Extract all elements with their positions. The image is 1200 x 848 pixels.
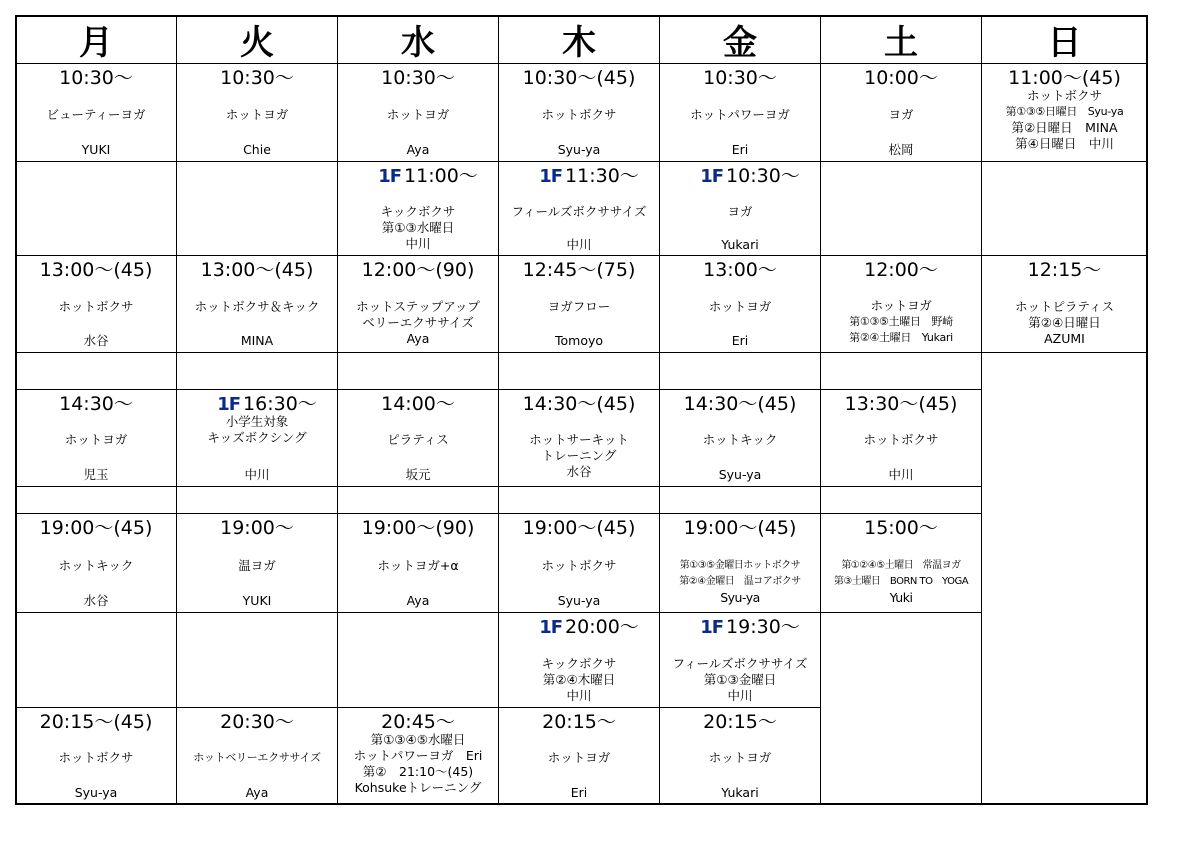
class-slot: [337, 707, 499, 805]
class-time: 20:45〜: [381, 711, 455, 733]
class-target: 小学生対象: [225, 414, 289, 429]
empty-slot: [15, 352, 177, 390]
class-slot: [176, 707, 338, 805]
class-name: キックボクサ: [541, 656, 617, 671]
instructor-name: Syu-ya: [718, 467, 762, 482]
class-name: フィールズボクササイズ: [511, 204, 647, 219]
class-info: [821, 432, 981, 448]
class-name: キッズボクシング: [207, 430, 307, 445]
class-time: 15:00〜: [864, 517, 938, 539]
day-label: 火: [240, 23, 274, 63]
instructor-name: Eri: [731, 142, 749, 157]
class-info: [660, 432, 820, 448]
instructor-name: 中川: [566, 237, 592, 252]
class-name: ホットパワーヨガ Eri: [353, 748, 483, 763]
empty-slot: [15, 161, 177, 256]
class-slot: [981, 63, 1148, 162]
floor-1f-badge: 1F: [539, 617, 563, 638]
class-time: 20:15〜(45): [39, 711, 153, 733]
class-name: ホットヨガ: [64, 432, 128, 447]
class-slot: [15, 389, 177, 487]
empty-slot: [820, 161, 982, 256]
empty-slot: [176, 486, 338, 514]
class-time: [338, 165, 498, 188]
day-label: 日: [1047, 23, 1082, 63]
class-slot: [659, 255, 821, 353]
class-time: 20:15〜: [542, 711, 616, 733]
instructor-name: YUKI: [81, 142, 111, 157]
class-name-line2: トレーニング: [541, 448, 617, 463]
empty-slot: [15, 612, 177, 708]
instructor-name: Tomoyo: [554, 333, 604, 348]
class-time: 14:30〜: [59, 393, 133, 415]
class-time-text: 16:30〜: [243, 393, 317, 415]
class-slot: [498, 63, 660, 162]
instructor-name: Yukari: [721, 785, 759, 800]
class-info: [338, 558, 498, 574]
empty-slot: [981, 161, 1148, 256]
class-name: ホットヨガ: [708, 750, 772, 765]
class-schedule-note: 第②④日曜日: [1028, 315, 1101, 330]
instructor-name: 水谷: [83, 593, 109, 608]
instructor-name: Syu-ya: [557, 593, 601, 608]
class-info: [177, 750, 337, 766]
class-info: [499, 299, 659, 315]
empty-slot: [820, 612, 982, 805]
class-name-2: Kohsukeトレーニング: [354, 780, 482, 795]
class-info: [821, 558, 981, 606]
class-schedule-note-3: 第④日曜日 中川: [1015, 136, 1114, 151]
class-info: [982, 299, 1147, 347]
instructor-name: Aya: [406, 593, 430, 608]
class-slot: [820, 513, 982, 613]
instructor-name: Yuki: [889, 590, 913, 605]
class-info: [660, 107, 820, 123]
class-slot: [981, 255, 1148, 353]
day-header-fri: [659, 15, 821, 64]
class-time-text: 19:30〜: [726, 616, 800, 638]
class-time: 12:45〜(75): [522, 259, 636, 281]
class-time-text: 20:00〜: [565, 616, 639, 638]
class-name: ホットヨガ+α: [377, 558, 459, 573]
floor-1f-badge: 1F: [700, 617, 724, 638]
class-name: ホットボクサ: [58, 299, 134, 314]
class-slot: [498, 161, 660, 256]
class-time: 13:00〜(45): [39, 259, 153, 281]
class-name: フィールズボクササイズ: [672, 656, 808, 671]
class-name: ホットヨガ: [870, 298, 932, 313]
class-schedule-note-2: 第③土曜日 BORN TO YOGA: [833, 576, 969, 587]
class-time: 14:30〜(45): [683, 393, 797, 415]
instructor-name: 中川: [727, 688, 753, 703]
day-label: 土: [884, 23, 918, 63]
class-info: [982, 88, 1147, 152]
day-label: 木: [562, 23, 596, 63]
instructor-name: YUKI: [242, 593, 272, 608]
class-time: 12:00〜: [864, 259, 938, 281]
class-info: [499, 107, 659, 123]
instructor-name: 水谷: [566, 464, 592, 479]
weekly-schedule-grid: [15, 15, 1148, 805]
class-time: [499, 616, 659, 639]
class-info: [821, 107, 981, 123]
day-header-sun: [981, 15, 1148, 64]
class-info: [660, 558, 820, 606]
class-name: ホットボクサ: [863, 432, 939, 447]
instructor-name: Aya: [406, 142, 430, 157]
empty-slot: [337, 486, 499, 514]
class-slot: [498, 255, 660, 353]
class-time: 10:30〜: [59, 67, 133, 89]
class-schedule-note-2: 第② 21:10〜(45): [362, 764, 474, 779]
day-label: 金: [723, 23, 757, 63]
class-name: ヨガ: [888, 107, 914, 122]
instructor-name: Chie: [243, 142, 271, 157]
instructor-name: 中川: [888, 467, 914, 482]
class-info: [16, 750, 176, 766]
class-slot: [820, 63, 982, 162]
class-name-line2: ベリーエクササイズ: [362, 315, 474, 330]
empty-slot: [337, 612, 499, 708]
class-slot: [15, 255, 177, 353]
class-name: ホットヨガ: [547, 750, 611, 765]
instructor-name: Yukari: [721, 237, 759, 252]
class-time: 11:00〜(45): [1008, 67, 1121, 89]
instructor-name: 坂元: [405, 467, 431, 482]
class-slot: [498, 389, 660, 487]
class-slot: [659, 612, 821, 708]
class-slot: [820, 255, 982, 353]
class-schedule-note: 第①③⑤金曜日ホットボクサ: [679, 560, 801, 571]
class-info: [338, 204, 498, 252]
class-info: [16, 107, 176, 123]
instructor-name: 水谷: [83, 333, 109, 348]
class-time: 19:00〜(45): [522, 517, 636, 539]
class-info: [499, 204, 659, 220]
class-slot: [176, 513, 338, 613]
class-name: ピラティス: [387, 432, 449, 447]
class-time: 10:30〜: [381, 67, 455, 89]
class-time: [499, 165, 659, 188]
class-time: 13:00〜(45): [200, 259, 314, 281]
class-slot: [659, 389, 821, 487]
class-info: [16, 299, 176, 315]
class-time: 13:00〜: [703, 259, 777, 281]
class-time: 20:15〜: [703, 711, 777, 733]
class-time: [660, 616, 820, 639]
empty-slot: [820, 486, 982, 514]
class-info: [499, 432, 659, 480]
class-name: ホットボクサ: [58, 750, 134, 765]
class-schedule-note-2: 第②④金曜日 温コアボクサ: [679, 576, 801, 587]
class-schedule-note-2: 第②④土曜日 Yukari: [849, 331, 953, 344]
class-slot: [498, 707, 660, 805]
class-info: [821, 298, 981, 346]
instructor-name: Syu-ya: [720, 590, 760, 605]
class-slot: [337, 255, 499, 353]
empty-slot: [176, 352, 338, 390]
class-slot: [337, 63, 499, 162]
floor-1f-badge: 1F: [539, 166, 563, 187]
class-info: [660, 299, 820, 315]
instructor-name: 中川: [244, 467, 270, 482]
class-slot: [15, 63, 177, 162]
instructor-name: 児玉: [83, 467, 109, 482]
class-slot: [498, 612, 660, 708]
class-slot: [15, 707, 177, 805]
class-schedule-note: 第①③④⑤水曜日: [370, 732, 466, 747]
day-header-mon: [15, 15, 177, 64]
empty-slot: [498, 486, 660, 514]
class-schedule-note: 第①③⑤土曜日 野崎: [849, 315, 953, 328]
instructor-name: 中川: [566, 688, 592, 703]
class-name: キックボクサ: [380, 204, 456, 219]
class-slot: [176, 389, 338, 487]
class-info: [177, 299, 337, 315]
class-name: ホットベリーエクササイズ: [193, 751, 321, 764]
class-time-text: 11:30〜: [565, 165, 639, 187]
day-header-wed: [337, 15, 499, 64]
class-time: 10:30〜: [703, 67, 777, 89]
class-name: ホットキック: [702, 432, 778, 447]
class-slot: [659, 513, 821, 613]
class-schedule-note: 第②④木曜日: [542, 672, 616, 687]
class-time: 19:00〜(45): [683, 517, 797, 539]
instructor-name: Aya: [245, 785, 269, 800]
class-schedule-note-2: 第②日曜日 MINA: [1011, 120, 1118, 135]
class-time: 10:30〜(45): [522, 67, 636, 89]
class-info: [338, 432, 498, 448]
day-header-sat: [820, 15, 982, 64]
class-info: [177, 107, 337, 123]
day-header-tue: [176, 15, 338, 64]
class-time: [177, 393, 337, 416]
class-name: ホットヨガ: [708, 299, 772, 314]
instructor-name: Syu-ya: [557, 142, 601, 157]
class-slot: [15, 513, 177, 613]
class-name: ホットボクサ: [1026, 88, 1102, 103]
class-time: 12:15〜: [1027, 259, 1102, 281]
class-time: 12:00〜(90): [361, 259, 475, 281]
class-info: [499, 656, 659, 704]
class-name: ホットボクサ＆キック: [194, 299, 320, 314]
class-schedule-note: 第①②④⑤土曜日 常温ヨガ: [841, 560, 961, 571]
class-slot: [659, 707, 821, 805]
class-slot: [176, 255, 338, 353]
class-info: [16, 432, 176, 448]
day-label: 水: [401, 23, 435, 63]
class-slot: [337, 513, 499, 613]
class-name: ホットキック: [58, 558, 134, 573]
class-name: ホットヨガ: [386, 107, 450, 122]
class-name: ホットパワーヨガ: [690, 107, 790, 122]
floor-1f-badge: 1F: [378, 166, 402, 187]
class-time: 19:00〜(90): [361, 517, 475, 539]
class-slot: [820, 389, 982, 487]
class-name: ヨガ: [727, 204, 753, 219]
class-name: ホットヨガ: [225, 107, 289, 122]
floor-1f-badge: 1F: [217, 394, 241, 415]
class-time: 13:30〜(45): [844, 393, 958, 415]
class-info: [499, 558, 659, 574]
class-info: [338, 299, 498, 347]
class-time: 14:30〜(45): [522, 393, 636, 415]
class-info: [660, 656, 820, 704]
class-slot: [659, 63, 821, 162]
empty-slot: [15, 486, 177, 514]
class-time: 10:30〜: [220, 67, 294, 89]
class-info: [177, 558, 337, 574]
class-name: ホットピラティス: [1014, 299, 1114, 314]
empty-slot: [659, 486, 821, 514]
instructor-name: Syu-ya: [74, 785, 118, 800]
class-time: 19:00〜(45): [39, 517, 153, 539]
class-slot: [176, 63, 338, 162]
class-slot: [337, 161, 499, 256]
empty-slot: [659, 352, 821, 390]
class-time: 14:00〜: [381, 393, 455, 415]
empty-slot: [176, 161, 338, 256]
class-name: ホットボクサ: [541, 107, 617, 122]
class-schedule-note: 第①③金曜日: [703, 672, 777, 687]
class-time-text: 11:00〜: [404, 165, 478, 187]
class-info: [660, 204, 820, 220]
class-name: 温ヨガ: [238, 558, 276, 573]
instructor-name: AZUMI: [1044, 331, 1085, 346]
class-time: 10:00〜: [864, 67, 938, 89]
class-schedule-note: 第①③⑤日曜日 Syu-ya: [1005, 105, 1124, 118]
empty-slot: [337, 352, 499, 390]
class-info: [16, 558, 176, 574]
class-time: 19:00〜: [220, 517, 294, 539]
class-slot: [337, 389, 499, 487]
empty-slot: [176, 612, 338, 708]
class-time-text: 10:30〜: [726, 165, 800, 187]
class-name: ホットボクサ: [541, 558, 617, 573]
instructor-name: Aya: [406, 331, 430, 346]
day-label: 月: [79, 23, 113, 63]
class-info: [499, 750, 659, 766]
class-schedule-note: 第①③水曜日: [381, 220, 455, 235]
instructor-name: Eri: [570, 785, 588, 800]
empty-slot: [498, 352, 660, 390]
class-name: ヨガフロー: [547, 299, 611, 314]
class-name: ホットステップアップ: [356, 299, 480, 314]
empty-slot: [981, 352, 1148, 805]
day-header-thu: [498, 15, 660, 64]
class-info: [660, 750, 820, 766]
instructor-name: 松岡: [888, 142, 914, 157]
instructor-name: 中川: [405, 236, 431, 251]
class-name: ビューティーヨガ: [46, 107, 146, 122]
instructor-name: Eri: [731, 333, 749, 348]
class-slot: [659, 161, 821, 256]
instructor-name: MINA: [240, 333, 274, 348]
class-time: [660, 165, 820, 188]
floor-1f-badge: 1F: [700, 166, 724, 187]
class-name: ホットサーキット: [529, 432, 629, 447]
class-info: [338, 107, 498, 123]
class-slot: [498, 513, 660, 613]
class-info: [338, 732, 498, 796]
empty-slot: [820, 352, 982, 390]
class-info: [177, 414, 337, 446]
class-time: 20:30〜: [220, 711, 294, 733]
